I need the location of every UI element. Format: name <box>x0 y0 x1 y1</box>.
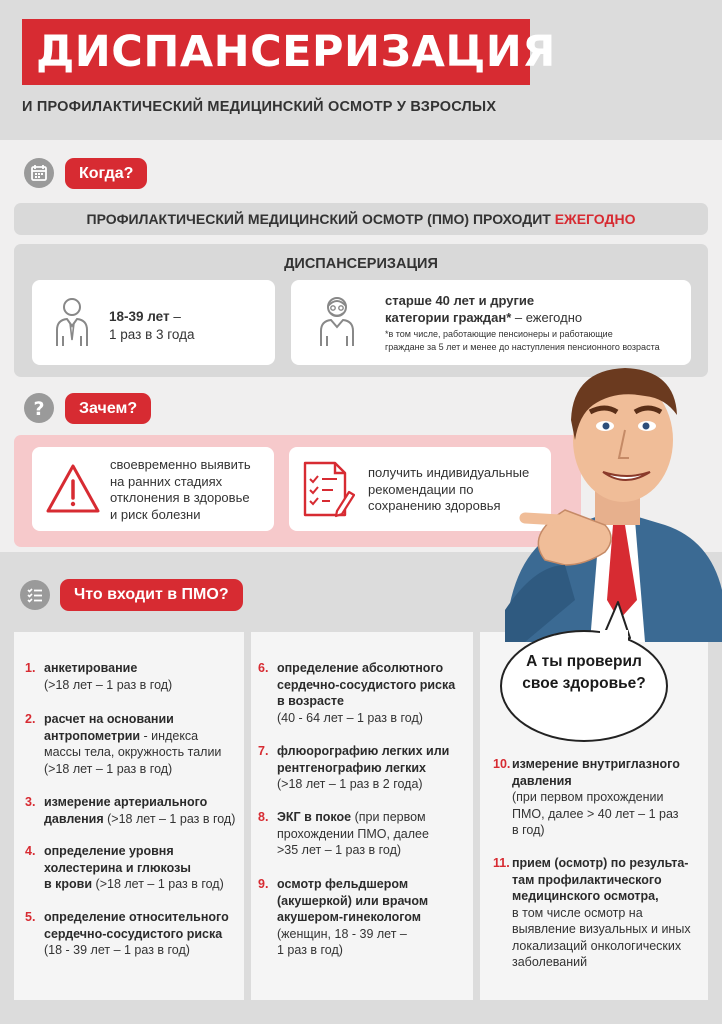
item-title-line: давления <box>44 811 104 826</box>
pmo-item-9 <box>258 876 467 959</box>
item-number: 5. <box>25 910 36 924</box>
item-detail-line: (при первом <box>351 810 426 824</box>
pmo-item-2 <box>25 711 244 777</box>
age-card-18-39-text <box>109 308 194 344</box>
item-detail-line: (>18 лет – 1 раз в год) <box>44 677 173 692</box>
page-title: ДИСПАНСЕРИЗАЦИЯ <box>36 27 556 77</box>
dispanserization-title: ДИСПАНСЕРИЗАЦИЯ <box>284 256 438 272</box>
why-recommend-line-3: сохранению здоровья <box>368 498 501 513</box>
item-detail-line: - индекса <box>140 728 199 743</box>
elderly-person-icon <box>317 294 357 348</box>
item-detail-line: (>18 лет – 1 раз в 2 года) <box>277 777 423 791</box>
frequency-3-years: 1 раз в 3 года <box>109 327 195 342</box>
pmo-item-5 <box>25 909 244 959</box>
item-detail-line: (18 - 39 лет – 1 раз в год) <box>44 943 190 957</box>
item-detail-line: массы тела, окружность талии <box>44 745 222 759</box>
item-title-line: в возрасте <box>277 694 344 708</box>
section-label-what: Что входит в ПМО? <box>60 579 243 611</box>
item-title-line: определение абсолютного <box>277 661 444 675</box>
item-title-line: акушером-гинекологом <box>277 910 422 924</box>
item-title-line: давления <box>512 773 572 788</box>
item-detail-line: 1 раз в год) <box>277 943 343 957</box>
item-title-line: в крови <box>44 877 93 891</box>
item-detail-line: заболеваний <box>512 955 588 969</box>
pmo-item-4 <box>25 843 244 893</box>
item-detail-line: прохождении ПМО, далее <box>277 826 429 841</box>
item-detail-line: выявление визуальных и иных <box>512 922 691 936</box>
item-title-line: холестерина и глюкозы <box>44 860 191 875</box>
item-detail-line: (>18 лет – 1 раз в год) <box>103 811 236 826</box>
pmo-item-11 <box>493 855 702 971</box>
item-detail-line: локализаций онкологических <box>512 938 682 953</box>
title-banner <box>22 19 556 85</box>
pmo-item-8 <box>258 809 467 859</box>
item-number: 10. <box>493 757 511 771</box>
item-number: 1. <box>25 661 36 675</box>
item-number: 8. <box>258 810 269 824</box>
age-card-40-plus-text <box>385 292 582 326</box>
page-subtitle: И ПРОФИЛАКТИЧЕСКИЙ МЕДИЦИНСКИЙ ОСМОТР У ВЗРОСЛЫХ <box>22 99 497 115</box>
young-person-icon <box>54 296 90 348</box>
item-title-line: медицинского осмотра, <box>512 889 659 903</box>
item-number: 6. <box>258 661 269 675</box>
why-detect-line-4: и риск болезни <box>110 506 201 522</box>
item-number: 9. <box>258 877 269 891</box>
checklist-icon <box>301 459 355 519</box>
footnote-line-1: *в том числе, работающие пенсионеры и работающие <box>385 329 613 339</box>
frequency-yearly: – ежегодно <box>511 310 583 325</box>
svg-text:?: ? <box>33 398 45 420</box>
item-detail-line: (женщин, 18 - 39 лет – <box>277 926 407 941</box>
pmo-frequency-bar <box>14 203 708 235</box>
why-card-detect <box>32 447 274 531</box>
item-title-line: расчет на основании <box>44 712 174 726</box>
bubble-tail-cover <box>594 626 634 646</box>
item-title-line: флюорографию легких или <box>277 744 450 758</box>
warning-icon <box>44 462 102 516</box>
item-title-line: измерение внутриглазного <box>512 757 680 771</box>
item-title-line: ЭКГ в покое <box>277 810 352 824</box>
item-detail-line: в год) <box>512 823 545 837</box>
footnote <box>385 328 660 353</box>
calendar-icon <box>24 158 54 188</box>
item-number: 7. <box>258 744 269 758</box>
item-title-line: (акушеркой) или врачом <box>277 893 429 908</box>
item-detail-line: >35 лет – 1 раз в год) <box>277 843 402 857</box>
bubble-line-2: свое здоровье? <box>522 675 646 692</box>
why-detect-line-1: своевременно выявить <box>110 457 251 472</box>
why-detect-line-3: отклонения в здоровье <box>110 490 250 505</box>
pmo-item-7 <box>258 743 467 793</box>
age-card-40-plus <box>291 280 691 365</box>
item-title-line: там профилактического <box>512 872 662 887</box>
list-icon <box>20 580 50 610</box>
pmo-item-3 <box>25 794 244 827</box>
why-recommend-line-2: рекомендации по <box>368 481 474 497</box>
age-over-40: старше 40 лет и другие <box>385 293 535 308</box>
footnote-line-2: граждане за 5 лет и менее до наступления пенсионного возраста <box>385 341 660 352</box>
item-title-line: измерение артериального <box>44 795 208 809</box>
item-detail-line: (при первом прохождении <box>512 790 664 804</box>
age-dash: – <box>169 309 181 324</box>
item-title-line: сердечно-сосудистого риска <box>277 677 456 692</box>
pmo-item-10 <box>493 756 702 839</box>
age-range-18-39: 18-39 лет <box>109 309 170 324</box>
age-card-18-39 <box>32 280 275 365</box>
why-detect-line-2: на ранних стадиях <box>110 473 223 489</box>
item-detail-line: ПМО, далее > 40 лет – 1 раз <box>512 806 679 821</box>
item-number: 3. <box>25 795 36 809</box>
item-title-line: сердечно-сосудистого риска <box>44 926 223 941</box>
why-card-detect-text <box>110 457 251 523</box>
pmo-item-1 <box>25 660 244 693</box>
item-number: 4. <box>25 844 36 858</box>
item-title-line: определение уровня <box>44 844 174 858</box>
item-detail-line: (>18 лет – 1 раз в год) <box>92 877 224 891</box>
other-categories: категории граждан* <box>385 310 512 325</box>
item-detail-line: (>18 лет – 1 раз в год) <box>44 761 173 776</box>
item-number: 2. <box>25 712 36 726</box>
item-title-line: рентгенографию легких <box>277 760 426 775</box>
item-title-line: осмотр фельдшером <box>277 877 409 891</box>
section-label-why: Зачем? <box>65 393 151 424</box>
pmo-item-6 <box>258 660 467 726</box>
item-title-line: анкетирование <box>44 661 138 675</box>
item-detail-line: в том числе осмотр на <box>512 905 643 920</box>
item-number: 11. <box>493 856 510 870</box>
bubble-text <box>500 651 668 695</box>
pmo-frequency-text: ПРОФИЛАКТИЧЕСКИЙ МЕДИЦИНСКИЙ ОСМОТР (ПМО) ПРОХОДИТ <box>86 211 555 227</box>
section-label-when: Когда? <box>65 158 147 189</box>
item-title-line: антропометрии <box>44 728 141 743</box>
bubble-line-1: А ты проверил <box>526 653 642 670</box>
pmo-frequency-highlight: ЕЖЕГОДНО <box>554 211 636 227</box>
item-title-line: определение относительного <box>44 910 229 924</box>
item-title-line: прием (осмотр) по результа- <box>512 856 689 870</box>
item-detail-line: (40 - 64 лет – 1 раз в год) <box>277 710 423 725</box>
question-icon <box>24 393 54 423</box>
why-recommend-line-1: получить индивидуальные <box>368 465 530 480</box>
